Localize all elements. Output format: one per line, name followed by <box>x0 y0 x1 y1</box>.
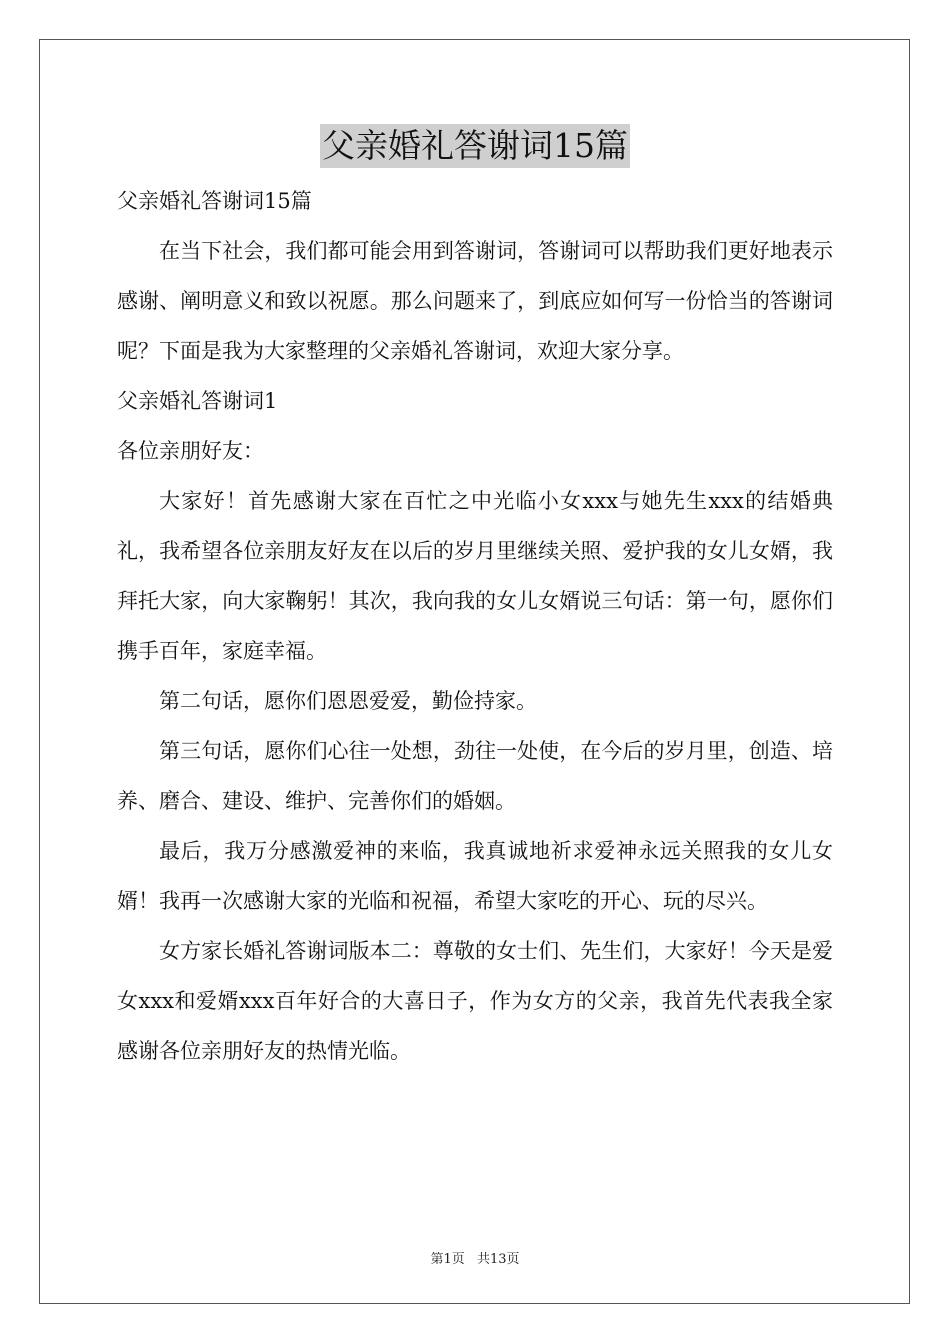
body-paragraph-3: 第三句话，愿你们心往一处想，劲往一处使，在今后的岁月里，创造、培养、磨合、建设、维护、完善你们的婚姻。 <box>117 739 833 813</box>
body-paragraph-5: 女方家长婚礼答谢词版本二：尊敬的女士们、先生们，大家好！今天是爱女xxx和爱婿xxx百年好合的大喜日子，作为女方的父亲，我首先代表我全家感谢各位亲朋好友的热情光临。 <box>117 939 833 1063</box>
intro-paragraph: 在当下社会，我们都可能会用到答谢词，答谢词可以帮助我们更好地表示感谢、阐明意义和致以祝愿。那么问题来了，到底应如何写一份恰当的答谢词呢？下面是我为大家整理的父亲婚礼答谢词，欢迎大家分享。 <box>117 239 833 363</box>
subtitle: 父亲婚礼答谢词15篇 <box>117 189 312 213</box>
greeting: 各位亲朋好友： <box>117 439 264 463</box>
body-paragraph-4: 最后，我万分感激爱神的来临，我真诚地祈求爱神永远关照我的女儿女婿！我再一次感谢大家的光临和祝福，希望大家吃的开心、玩的尽兴。 <box>117 839 833 913</box>
body-paragraph-2: 第二句话，愿你们恩恩爱爱，勤俭持家。 <box>159 689 537 713</box>
document-body <box>117 176 833 1076</box>
page-total: 共13页 <box>476 1252 520 1267</box>
document-title: 父亲婚礼答谢词15篇 <box>320 124 630 168</box>
section-heading: 父亲婚礼答谢词1 <box>117 389 278 413</box>
body-paragraph-1: 大家好！首先感谢大家在百忙之中光临小女xxx与她先生xxx的结婚典礼，我希望各位亲朋友好友在以后的岁月里继续关照、爱护我的女儿女婿，我拜托大家，向大家鞠躬！其次，我向我的女儿女婿说三句话：第一句，愿你们携手百年，家庭幸福。 <box>117 489 833 663</box>
page-number: 第1页 <box>430 1252 465 1267</box>
title-wrap <box>0 124 950 168</box>
page-footer <box>0 1248 950 1267</box>
